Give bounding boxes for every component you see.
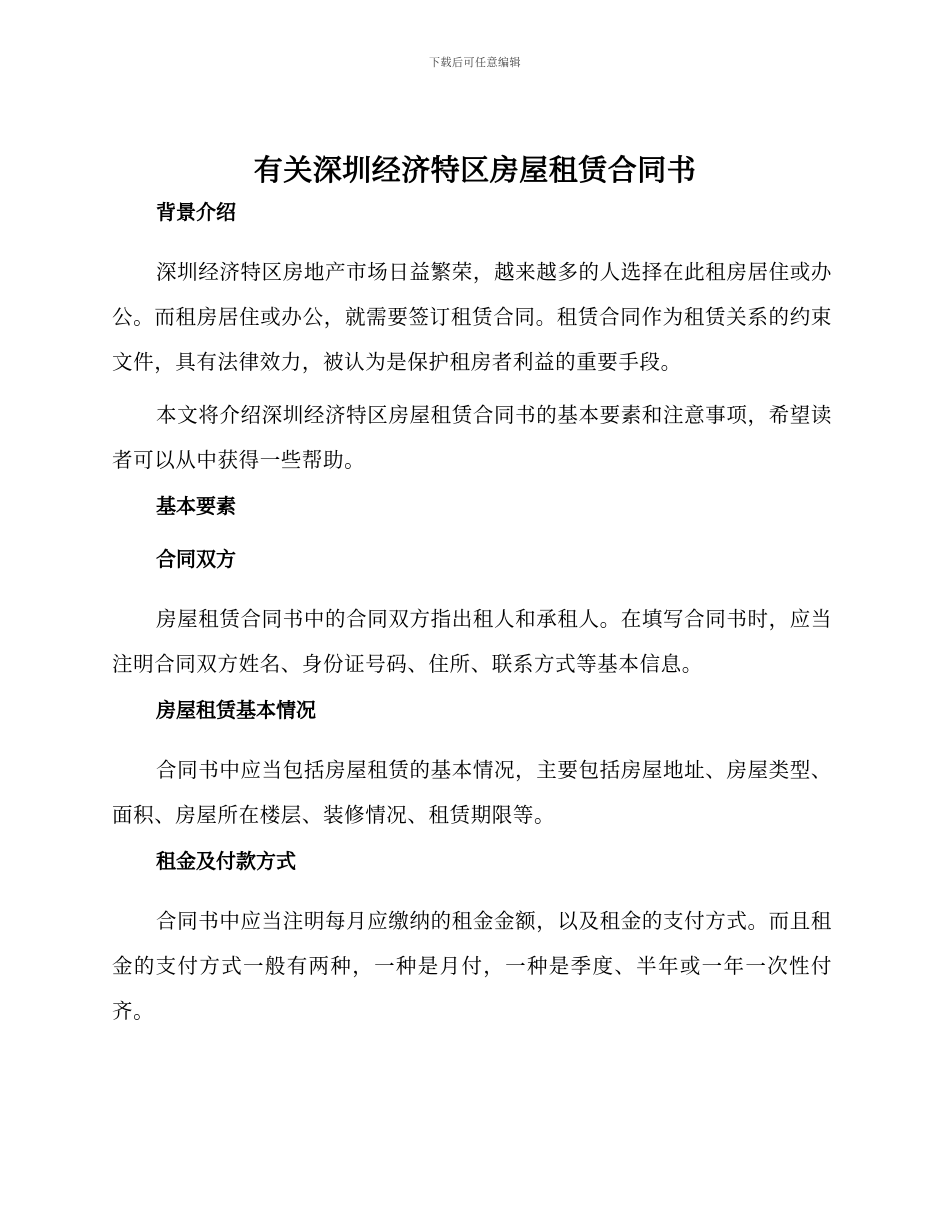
basic-info-paragraph: 合同书中应当包括房屋租赁的基本情况，主要包括房屋地址、房屋类型、面积、房屋所在楼层、装修情况、租赁期限等。 xyxy=(112,758,832,827)
document-title: 有关深圳经济特区房屋租赁合同书 xyxy=(253,153,697,187)
section-heading-basic-info: 房屋租赁基本情况 xyxy=(156,698,316,722)
rent-paragraph: 合同书中应当注明每月应缴纳的租金金额，以及租金的支付方式。而且租金的支付方式一般有两种，一种是月付，一种是季度、半年或一年一次性付齐。 xyxy=(112,909,832,1023)
document-body xyxy=(112,197,832,1042)
page-header-note: 下载后可任意编辑 xyxy=(429,56,521,69)
section-heading-rent: 租金及付款方式 xyxy=(156,849,296,873)
parties-paragraph: 房屋租赁合同书中的合同双方指出租人和承租人。在填写合同书时，应当注明合同双方姓名、身份证号码、住所、联系方式等基本信息。 xyxy=(112,607,832,676)
background-paragraph-2: 本文将介绍深圳经济特区房屋租赁合同书的基本要素和注意事项，希望读者可以从中获得一些帮助。 xyxy=(112,403,832,472)
background-paragraph-1: 深圳经济特区房地产市场日益繁荣，越来越多的人选择在此租房居住或办公。而租房居住或办公，就需要签订租赁合同。租赁合同作为租赁关系的约束文件，具有法律效力，被认为是保护租房者利益的重要手段。 xyxy=(112,260,832,374)
section-heading-parties: 合同双方 xyxy=(156,547,236,571)
section-heading-background: 背景介绍 xyxy=(156,200,236,224)
section-heading-elements: 基本要素 xyxy=(156,494,236,518)
